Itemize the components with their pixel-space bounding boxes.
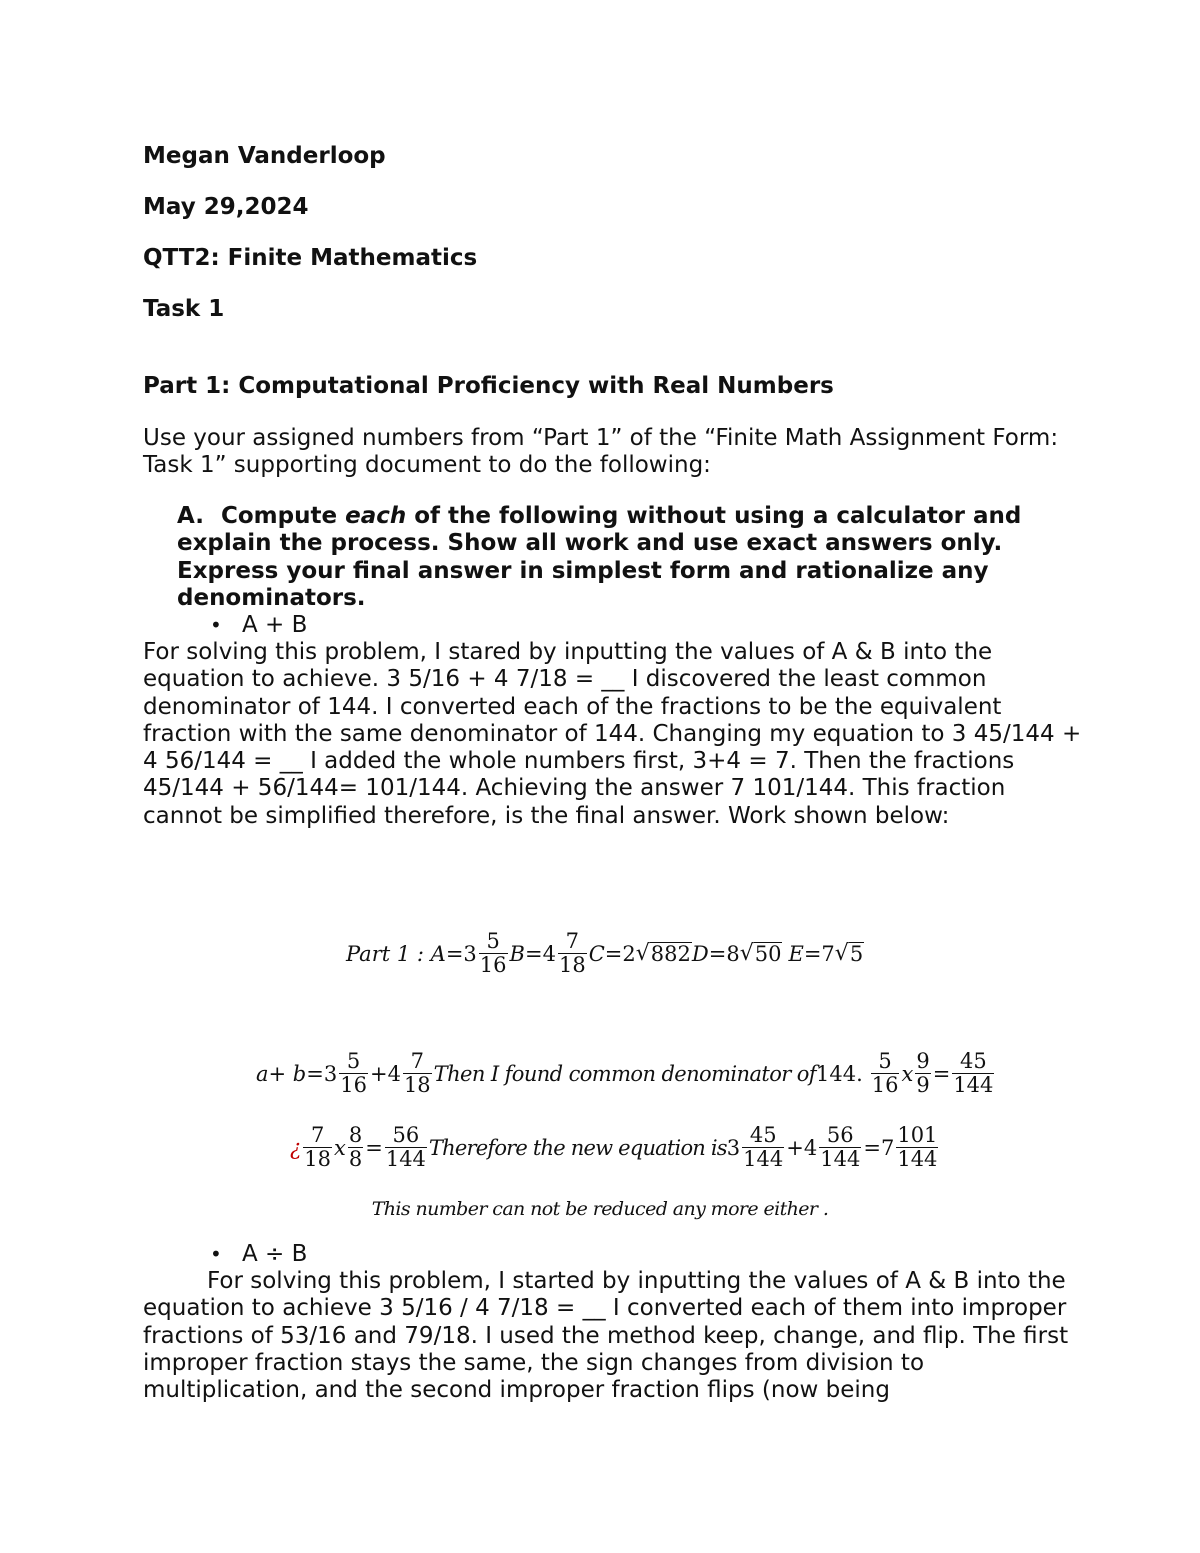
denominator: 144 <box>897 1147 938 1172</box>
fraction-4 <box>915 1050 930 1097</box>
part1-heading: Part 1: Computational Proficiency with Real Numbers <box>143 373 834 399</box>
bullet-a-plus-b-label: A + B <box>242 612 308 638</box>
sqrt-icon: √ <box>834 941 849 967</box>
numerator: 56 <box>392 1123 420 1147</box>
common-denominator-equation: a+ b = 3 $\frac{5}{16}$ + 4 $\frac{7}{18}$ Then I found common denominator of 144. $\frac{5}{16}$ x $\frac{9}{9}$ = $\frac{45}{144}$ <box>256 1049 994 1098</box>
a-fraction <box>479 930 508 977</box>
fraction-2 <box>403 1050 432 1097</box>
denominator: 144 <box>953 1073 994 1098</box>
w2: 4 <box>387 1061 401 1086</box>
numerator: 5 <box>878 1049 892 1073</box>
b-whole: 4 <box>542 941 556 966</box>
fraction-3 <box>871 1050 900 1097</box>
c-radicand: 882 <box>650 942 691 966</box>
numerator: 45 <box>959 1049 987 1073</box>
fraction-result <box>385 1124 427 1171</box>
b-denominator: 18 <box>558 953 586 978</box>
fraction-5 <box>896 1124 938 1171</box>
bullet-a-divide-b-label: A ÷ B <box>242 1241 308 1267</box>
denominator: 144 <box>743 1147 784 1172</box>
w1: 3 <box>323 1061 338 1086</box>
given-values-equation: Part 1 : A = 3 $\frac{5}{16}$ B = 4 $\frac{7}{18}$ C = 2 √ 882 D = 8 √ 50 E = 7 √ 5 <box>346 929 864 978</box>
denominator: 16 <box>871 1073 899 1098</box>
task-a-label: A. <box>177 503 204 529</box>
task-title: Task 1 <box>143 296 225 322</box>
times-sign: x <box>334 1135 346 1160</box>
task-a-text-2: of the following without using a calculator and explain the process. Show all work and use exact answers only. Express your final answer in simplest form and rationalize any denominators. <box>177 503 1022 611</box>
sqrt-icon: √ <box>635 941 650 967</box>
d-radicand: 50 <box>754 942 782 966</box>
a-numerator: 5 <box>486 929 500 953</box>
fraction-1 <box>303 1124 332 1171</box>
part-label: Part 1 : A <box>346 941 446 966</box>
numerator: 8 <box>348 1123 363 1147</box>
w2: 4 <box>803 1135 818 1160</box>
denominator: 16 <box>340 1073 367 1098</box>
intro-text: Use your assigned numbers from “Part 1” of the “Finite Math Assignment Form: Task 1” supporting document to do the following: <box>143 425 1059 479</box>
new-equation: ¿ $\frac{7}{18}$ x $\frac{8}{8}$ = $\frac{56}{144}$ Therefore the new equation is 3 $\frac{45}{144}$ + 4 $\frac{56}{144}$ = 7 $\frac{101}{144}$ <box>290 1123 938 1172</box>
division-explanation-text: For solving this problem, I started by inputting the values of A & B into the equation to achieve 3 5/16 / 4 7/18 = __ I converted each of them into improper fractions of 53/16 and 79/18. I used the method keep, change, and flip. The first improper fraction stays the same, the sign changes from division to multiplication, and the second improper fraction flips (now being <box>143 1268 1069 1404</box>
denominator: 144 <box>385 1147 426 1172</box>
c-coefficient: 2 <box>622 941 636 966</box>
numerator: 56 <box>826 1123 854 1147</box>
numerator: 5 <box>346 1049 361 1073</box>
numerator: 45 <box>749 1123 777 1147</box>
division-explanation <box>143 1268 1083 1404</box>
denominator: 18 <box>304 1147 331 1172</box>
task-a-text-1: Compute <box>221 503 346 529</box>
b-fraction <box>558 930 587 977</box>
date: May 29,2024 <box>143 194 309 220</box>
course-title: QTT2: Finite Mathematics <box>143 245 478 271</box>
e-label: E <box>788 941 804 966</box>
d-label: D <box>691 941 709 966</box>
denominator: 8 <box>348 1147 363 1172</box>
new-equation-text: Therefore the new equation is <box>428 1135 727 1160</box>
w1: 3 <box>726 1135 741 1160</box>
numerator: 101 <box>897 1123 938 1147</box>
bullet-a-plus-b <box>210 612 307 639</box>
numerator: 7 <box>310 1123 325 1147</box>
fraction-result <box>952 1050 994 1097</box>
fraction-3 <box>742 1124 784 1171</box>
e-sqrt <box>835 941 864 966</box>
c-sqrt <box>636 941 692 966</box>
a-denominator: 16 <box>479 953 507 978</box>
denominator: 144 <box>820 1147 861 1172</box>
sum-explanation-text: For solving this problem, I stared by inputting the values of A & B into the equation to achieve. 3 5/16 + 4 7/18 = __ I discovered the least common denominator of 144. I converted each of the fractions to be the equivalent fraction with the same denominator of 144. Changing my equation to 3 45/144 + 4 56/144 = __ I added the whole numbers first, 3+4 = 7. Then the fractions 45/144 + 56/144= 101/144. Achieving the answer 7 101/144. This fraction cannot be simplified therefore, is the final answer. Work shown below: <box>143 639 1082 829</box>
a-whole: 3 <box>463 941 477 966</box>
e-coefficient: 7 <box>821 941 835 966</box>
lhs-expression: a+ b <box>256 1061 307 1086</box>
error-marker: ¿ <box>290 1135 302 1160</box>
common-denominator-text: Then I found common denominator of <box>433 1061 816 1086</box>
c-label: C <box>588 941 605 966</box>
author-name: Megan Vanderloop <box>143 143 386 169</box>
w3: 7 <box>880 1135 895 1160</box>
task-a-instructions <box>177 503 1057 612</box>
sqrt-icon: √ <box>739 941 754 967</box>
task-a-emphasis: each <box>345 503 407 529</box>
numerator: 9 <box>916 1049 930 1073</box>
b-label: B <box>509 941 525 966</box>
denominator: 9 <box>916 1073 930 1098</box>
b-numerator: 7 <box>565 929 579 953</box>
fraction-2 <box>348 1124 363 1171</box>
reduction-note: This number can not be reduced any more either . <box>371 1198 829 1220</box>
bullet-icon: • <box>210 613 222 637</box>
d-coefficient: 8 <box>726 941 740 966</box>
e-radicand: 5 <box>849 942 864 966</box>
denominator: 18 <box>403 1073 431 1098</box>
fraction-1 <box>339 1050 368 1097</box>
d-sqrt <box>740 941 783 966</box>
lcd-value: 144. <box>815 1061 863 1086</box>
bullet-icon: • <box>210 1242 222 1266</box>
bullet-a-divide-b <box>210 1241 307 1268</box>
numerator: 7 <box>410 1049 424 1073</box>
fraction-4 <box>819 1124 861 1171</box>
intro-paragraph <box>143 425 1083 480</box>
sum-explanation <box>143 639 1083 830</box>
times-sign: x <box>901 1061 914 1086</box>
